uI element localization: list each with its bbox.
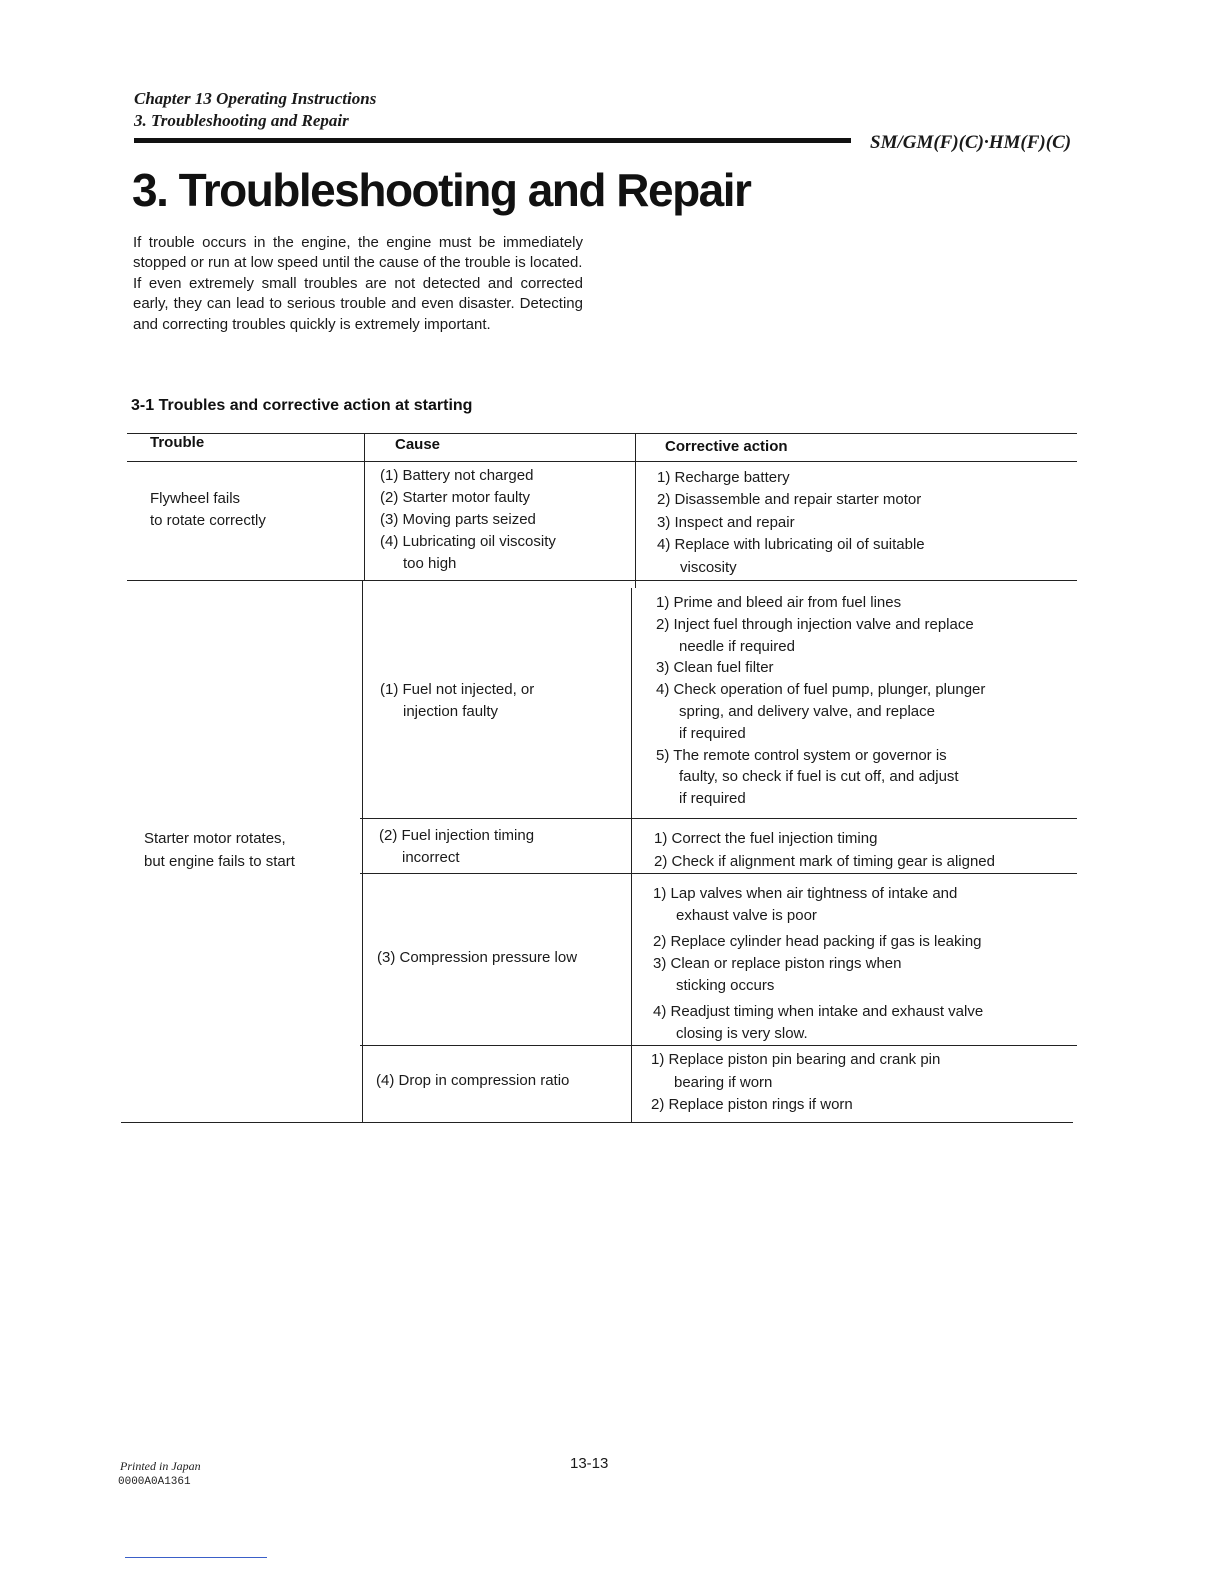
action-line: 2) Inject fuel through injection valve and replace xyxy=(656,615,974,633)
trouble-line: Flywheel fails xyxy=(150,490,241,507)
trouble-cell xyxy=(144,827,295,873)
printed-in-label: Printed in Japan xyxy=(120,1459,201,1473)
column-rule xyxy=(362,581,363,1122)
action-line: 3) Clean or replace piston rings when xyxy=(653,955,902,972)
trouble-line: but engine fails to start xyxy=(144,853,295,870)
action-line: 5) The remote control system or governor is xyxy=(656,746,947,764)
cause-cell xyxy=(379,825,534,869)
subrow-divider xyxy=(360,1045,1077,1046)
action-line: 1) Recharge battery xyxy=(657,469,790,486)
action-line: sticking occurs xyxy=(676,977,775,994)
table-top-rule xyxy=(127,433,1077,434)
action-line: 1) Lap valves when air tightness of intake and xyxy=(653,885,958,902)
cause-line: injection faulty xyxy=(403,702,499,720)
action-line: needle if required xyxy=(679,637,795,655)
cause-line: (1) Battery not charged xyxy=(380,467,534,484)
action-line: exhaust valve is poor xyxy=(676,907,817,924)
action-line: 1) Replace piston pin bearing and crank pin xyxy=(651,1051,941,1068)
cause-cell xyxy=(380,679,534,722)
action-line: 2) Check if alignment mark of timing gear is aligned xyxy=(654,853,995,870)
action-line: 4) Replace with lubricating oil of suitable xyxy=(657,536,925,554)
cause-line: (4) Drop in compression ratio xyxy=(376,1072,570,1089)
document-code: 0000A0A1361 xyxy=(118,1476,191,1488)
chapter-label: Chapter 13 Operating Instructions xyxy=(134,89,377,108)
cause-line: incorrect xyxy=(402,849,460,866)
bottom-rule xyxy=(125,1557,267,1558)
action-cell xyxy=(656,592,985,810)
trouble-line: to rotate correctly xyxy=(150,512,266,529)
action-line: 1) Correct the fuel injection timing xyxy=(654,830,878,847)
action-line: 2) Replace piston rings if worn xyxy=(651,1096,853,1113)
model-code: SM/GM(F)(C)·HM(F)(C) xyxy=(870,132,1072,153)
header-rule xyxy=(134,138,851,143)
column-rule xyxy=(635,433,636,588)
cause-line: (2) Fuel injection timing xyxy=(379,827,535,844)
section-heading: 3-1 Troubles and corrective action at starting xyxy=(131,397,473,414)
cause-line: (1) Fuel not injected, or xyxy=(380,681,535,698)
subrow-divider xyxy=(360,818,1077,819)
action-line: spring, and delivery valve, and replace xyxy=(679,702,935,720)
cause-line: (4) Lubricating oil viscosity xyxy=(380,533,556,550)
cause-cell xyxy=(376,1070,569,1092)
column-rule xyxy=(631,588,632,1122)
action-line: 3) Clean fuel filter xyxy=(656,659,774,677)
action-line: if required xyxy=(679,724,746,742)
action-line: if required xyxy=(679,790,746,808)
action-line: 3) Inspect and repair xyxy=(657,513,795,531)
intro-paragraph-1: If trouble occurs in the engine, the engine must be immediately stopped or run at low speed until the cause of the trouble is located. xyxy=(133,234,583,272)
table-header-rule xyxy=(127,461,1077,462)
action-line: bearing if worn xyxy=(674,1073,773,1091)
cause-line: (2) Starter motor faulty xyxy=(380,489,531,506)
subrow-divider xyxy=(360,873,1077,874)
intro-paragraph-2: If even extremely small troubles are not detected and corrected early, they can lead to serious trouble and even disaster. Detecting and correcting troubles quickly is extremely important. xyxy=(133,274,583,333)
cause-cell xyxy=(380,465,556,575)
row-divider xyxy=(127,580,1077,581)
section-label: 3. Troubleshooting and Repair xyxy=(134,111,349,130)
column-rule xyxy=(364,433,365,581)
intro-text xyxy=(133,233,583,335)
action-cell xyxy=(651,1049,940,1117)
action-line: viscosity xyxy=(680,558,737,576)
page-number: 13-13 xyxy=(570,1455,609,1472)
action-cell xyxy=(657,467,925,579)
trouble-line: Starter motor rotates, xyxy=(144,830,286,847)
cause-line: (3) Compression pressure low xyxy=(377,949,578,966)
action-line: 4) Check operation of fuel pump, plunger, plunger xyxy=(656,681,986,699)
page-title: 3. Troubleshooting and Repair xyxy=(132,164,751,216)
cause-cell xyxy=(377,947,577,969)
column-header-action: Corrective action xyxy=(665,438,788,455)
action-cell xyxy=(654,827,995,873)
action-line: faulty, so check if fuel is cut off, and adjust xyxy=(679,768,959,786)
action-line: 1) Prime and bleed air from fuel lines xyxy=(656,594,902,611)
action-cell xyxy=(653,883,983,1045)
column-header-cause: Cause xyxy=(395,436,441,453)
action-line: 2) Disassemble and repair starter motor xyxy=(657,491,922,509)
table-bottom-rule xyxy=(121,1122,1073,1123)
cause-line: (3) Moving parts seized xyxy=(380,511,536,528)
action-line: closing is very slow. xyxy=(676,1025,808,1042)
trouble-cell xyxy=(150,488,266,532)
column-header-trouble: Trouble xyxy=(150,434,205,451)
action-line: 2) Replace cylinder head packing if gas is leaking xyxy=(653,933,982,950)
cause-line: too high xyxy=(403,555,457,572)
action-line: 4) Readjust timing when intake and exhaust valve xyxy=(653,1003,984,1020)
